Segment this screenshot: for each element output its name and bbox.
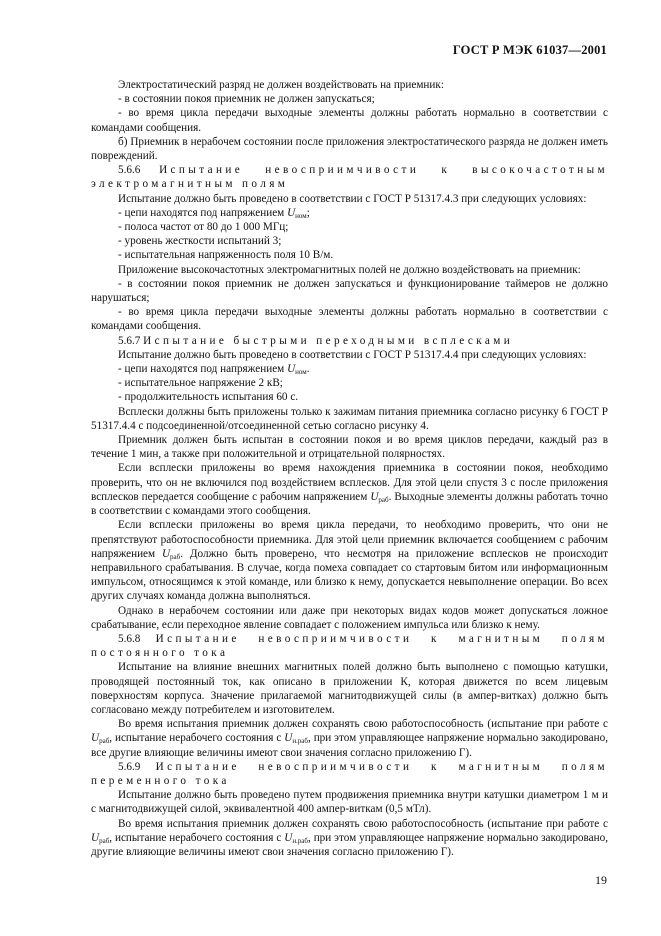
page-content [91,78,608,859]
paragraph: Если всплески приложены во время нахождения приемника в состоянии покоя, необходимо проверить, что он не включился под воздействием всплесков. Для этой цели спустя 3 с после приложения всплесков передается сообщение с рабочим напряжением $U_{раб}$. Выходные элементы должны работать точно в соответствии с командами этого сообщения. [91,462,608,518]
section-heading-5-6-9 [91,760,608,788]
list-item: - во время цикла передачи выходные элементы должны работать нормально в соответствии с командами сообщения. [91,306,608,333]
section-number: 5.6.8 [118,632,141,645]
list-item: - продолжительность испытания 60 с. [118,391,299,404]
paragraph: Приложение высокочастотных электромагнитных полей не должно воздействовать на приемник: [118,263,581,276]
paragraph: Однако в нерабочем состоянии или даже при некоторых видах кодов может допускаться ложное срабатывание, если переходное явление совпадает с положением импульса или близко к нему. [91,604,608,631]
section-title: Испытание невосприимчивости к высокочастотным электромагнитным полям [91,164,609,191]
section-heading-5-6-8 [91,632,608,660]
list-item: - во время цикла передачи выходные элементы должны работать нормально в соответствии с командами сообщения. [91,107,608,134]
section-heading-5-6-7 [91,334,608,348]
section-heading-5-6-6 [91,163,608,191]
page-header: ГОСТ Р МЭК 61037—2001 [452,43,607,57]
page-number: 19 [595,873,607,887]
list-item: - испытательная напряженность поля 10 В/м. [118,249,334,262]
section-title: Испытание быстрыми переходными всплесками [143,334,514,347]
section-number: 5.6.7 [118,334,141,347]
paragraph: Всплески должны быть приложены только к зажимам питания приемника согласно рисунку 6 ГОСТ Р 51317.4.4 с подсоединенной/отсоединенной сетью согласно рисунку 4. [91,405,608,432]
paragraph: Электростатический разряд не должен воздействовать на приемник: [118,79,444,91]
paragraph: Если всплески приложены во время цикла передачи, то необходимо проверить, что они не препятствуют работоспособности приемника. Для этой цели приемник включается сообщением с рабочим напряжением $U_{раб}$. Должно быть проверено, что несмотря на приложение всплесков не происходит неправильного срабатывания. В случае, когда помеха совпадает со стартовым битом или информационным импульсом, относящимся к этой команде, или близко к нему, допускается невыполнение операции. Во всех других случаях команда должна выполняться. [91,519,608,603]
paragraph: Испытание должно быть проведено в соответствии с ГОСТ Р 51317.4.3 при следующих условиях: [118,192,587,205]
paragraph: б) Приемник в нерабочем состоянии после приложения электростатического разряда не должен иметь повреждений. [91,135,608,163]
list-item: - в состоянии покоя приемник не должен запускаться; [118,93,375,106]
paragraph: Испытание на влияние внешних магнитных полей должно быть выполнено с помощью катушки, проводящей постоянный ток, как описано в приложении К, которая движется по всем лицевым поверхностям корпуса. Значение прилагаемой магнитодвижущей силы (в ампер-витках) должно быть согласовано между потребителем и изготовителем. [91,661,608,716]
paragraph: Испытание должно быть проведено в соответствии с ГОСТ Р 51317.4.4 при следующих условиях: [118,348,587,361]
paragraph: Испытание должно быть проведено путем продвижения приемника внутри катушки диаметром 1 м и с магнитодвижущей силой, эквивалентной 400 ампер-виткам (0,5 мТл). [91,789,608,816]
paragraph: Приемник должен быть испытан в состоянии покоя и во время циклов передачи, каждый раз в течение 1 мин, а также при положительной и отрицательной полярностях. [91,434,608,461]
paragraph: Во время испытания приемник должен сохранять свою работоспособность (испытание при работе с $U_{раб}$, испытание нерабочего состояния с $U_{н.раб}$, при этом управляющее напряжение нормально закодировано, все другие влияющие величины имеют свои значения согласно приложению Г). [91,718,608,759]
section-number: 5.6.9 [118,760,141,773]
section-title: Испытание невосприимчивости к магнитным полям переменного тока [91,760,609,787]
list-item: - уровень жесткости испытаний 3; [118,235,282,248]
paragraph: Во время испытания приемник должен сохранять свою работоспособность (испытание при работе с $U_{раб}$, испытание нерабочего состояния с $U_{н.раб}$, при этом управляющее напряжение нормально закодировано, другие влияющие величины имеют свои значения согласно приложению Г). [91,817,608,858]
list-item: - в состоянии покоя приемник не должен запускаться и функционирование таймеров не должно нарушаться; [91,277,608,305]
list-item: - цепи находятся под напряжением $U_{ном}$; [118,206,310,220]
list-item: - испытательное напряжение 2 кВ; [118,377,283,390]
list-item: - полоса частот от 80 до 1 000 МГц; [118,221,289,234]
section-number: 5.6.6 [118,164,141,177]
list-item: - цепи находятся под напряжением $U_{ном}$. [118,363,310,377]
section-title: Испытание невосприимчивости к магнитным полям постоянного тока [91,632,609,660]
